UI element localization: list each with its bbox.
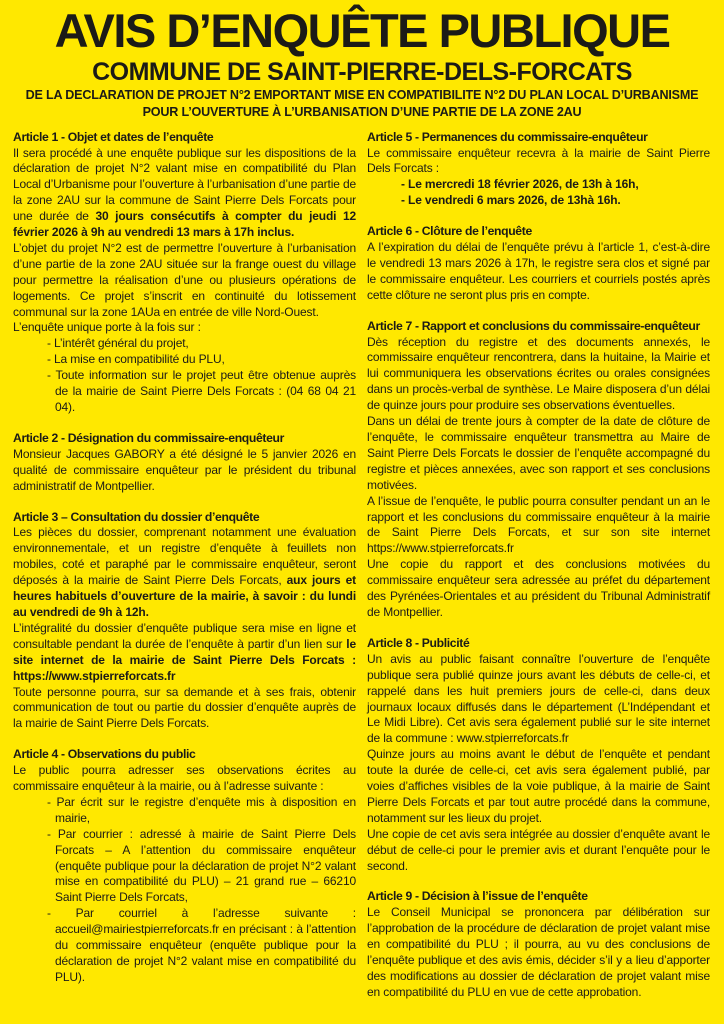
- text-run: Dans un délai de trente jours à compter de la date de clôture de l’enquête, le commissaire enquêteur transmettra au Maire de Saint Pierre Dels Forcats le dossier de l’enquête accompagné du registre et pièces annexées, avec son rapport et ses conclusions motivées.: [367, 414, 710, 492]
- bold-text-run: 30 jours consécutifs à compter du jeudi 12 février 2026 à 9h au vendredi 13 mars à 17h inclus.: [13, 209, 356, 240]
- article-paragraph: [367, 905, 710, 1000]
- article-paragraph: [13, 447, 356, 495]
- article: [13, 747, 356, 986]
- article: [13, 431, 356, 495]
- text-run: Quinze jours au moins avant le début de l’enquête et pendant toute la durée de celle-ci, cet avis sera également publié, par voies d’affiches visibles de la voie publique, à la mairie de Saint Pierre Dels Forcats et par tout autre procédé dans la commune, notamment sur les lieux du projet.: [367, 747, 710, 825]
- article-paragraph: [13, 320, 356, 336]
- text-run: L’intégralité du dossier d’enquête publique sera mise en ligne et consultable pendant la durée de l’enquête à partir d’un lien sur: [13, 620, 356, 651]
- page-title: AVIS D’ENQUÊTE PUBLIQUE: [54, 4, 670, 57]
- notice-body: [0, 121, 724, 1016]
- article: [367, 130, 710, 210]
- right-column: [367, 130, 710, 1016]
- text-run: Il sera procédé à une enquête publique sur les dispositions de la déclaration de projet N°2 valant mise en compatibilité du Plan Local d’Urbanisme pour l’ouverture à l’urbanisation d’une partie de la zone 2AU sur la commune de Saint Pierre Dels Forcats pour une durée de: [13, 145, 356, 224]
- article-paragraph: [13, 241, 356, 321]
- header-project-line: DE LA DECLARATION DE PROJET N°2 EMPORTANT MISE EN COMPATIBILITE N°2 DU PLAN LOCAL D’URBANISME: [25, 88, 699, 103]
- text-run: L’objet du projet N°2 est de permettre l’ouverture à l’urbanisation d’une partie de la zone 2AU située sur la frange ouest du village pour permettre la réalisation d’une ou plusieurs opérations de logements. Ce projet s’inscrit en continuité du lotissement communal sur la zone 1AUa en entrée de ville Nord-Ouest.: [13, 240, 356, 319]
- text-run: Le public pourra adresser ses observations écrites au commissaire enquêteur à la mairie, ou à l’adresse suivante :: [13, 763, 356, 794]
- article-heading: Article 3 – Consultation du dossier d’enquête: [13, 509, 260, 524]
- article-heading: Article 6 - Clôture de l’enquête: [367, 224, 532, 239]
- article: [367, 636, 710, 875]
- text-run: L’enquête unique porte à la fois sur :: [13, 320, 201, 335]
- left-column: [13, 130, 356, 1016]
- article: [13, 130, 356, 416]
- text-run: Une copie du rapport et des conclusions motivées du commissaire enquêteur sera adressée au préfet du département des Pyrénées-Orientales et au président du Tribunal Administratif de Montpellier.: [367, 557, 710, 619]
- notice-header: [0, 0, 724, 121]
- bold-text-run: - Le mercredi 18 février 2026, de 13h à 16h,: [401, 177, 639, 192]
- bullet-item: [367, 193, 710, 209]
- article: [367, 889, 710, 1000]
- text-run: A l’expiration du délai de l’enquête prévu à l’article 1, c’est-à-dire le vendredi 13 mars 2026 à 17h, le registre sera clos et signé par le commissaire enquêteur. Les courriers et courriels postés après cette clôture ne seront plus pris en compte.: [367, 240, 710, 302]
- article-heading: Article 8 - Publicité: [367, 635, 470, 650]
- text-run: Toute personne pourra, sur sa demande et à ses frais, obtenir communication de tout ou partie du dossier d’enquête auprès de la mairie de Saint Pierre Dels Forcats.: [13, 684, 356, 731]
- article-paragraph: [13, 763, 356, 795]
- article-heading: Article 7 - Rapport et conclusions du commissaire-enquêteur: [367, 318, 700, 333]
- bold-text-run: aux jours et heures habituels d’ouverture de la mairie, à savoir : du lundi au vendredi de 9h à 12h.: [13, 573, 356, 619]
- text-run: Les pièces du dossier, comprenant notamment une évaluation environnementale, et un registre d’enquête à feuillets non mobiles, coté et paraphé par le commissaire enquêteur, seront déposés à la mairie de Saint Pierre Dels Forcats,: [13, 525, 356, 588]
- article-paragraph: [367, 335, 710, 415]
- text-run: A l’issue de l’enquête, le public pourra consulter pendant un an le rapport et les conclusions du commissaire enquêteur à la mairie de Saint Pierre Dels Forcats, et sur son site internet https://www.stpierreforcats.fr: [367, 493, 710, 556]
- article: [13, 510, 356, 733]
- article-heading: Article 2 - Désignation du commissaire-enquêteur: [13, 430, 285, 445]
- bullet-item: [13, 906, 356, 986]
- article-paragraph: [13, 146, 356, 241]
- text-run: Un avis au public faisant connaître l’ouverture de l’enquête publique sera publié quinze jours avant les débuts de celle-ci, et rappelé dans les huit premiers jours de celle-ci, dans deux journaux locaux diffusés dans le département (L’Indépendant et Le Midi Libre). Cet avis sera également publié sur le site internet de la commune : www.stpierreforcats.fr: [367, 651, 710, 746]
- article-paragraph: [367, 414, 710, 494]
- article-paragraph: [367, 146, 710, 178]
- article-paragraph: [13, 685, 356, 733]
- article: [367, 319, 710, 621]
- article-paragraph: [367, 240, 710, 304]
- article-heading: Article 9 - Décision à l’issue de l’enquête: [367, 889, 588, 904]
- article-paragraph: [13, 525, 356, 620]
- text-run: Le Conseil Municipal se prononcera par délibération sur l’approbation de la procédure de déclaration de projet valant mise en compatibilité du PLU ; il pourra, au vu des conclusions de l’enquête publique et des avis émis, décider s’il y a lieu d’apporter des modifications au dossier de déclaration de projet valant mise en compatibilité du PLU en vue de cette approbation.: [367, 905, 710, 999]
- article-paragraph: [367, 652, 710, 747]
- bold-text-run: le site internet de la mairie de Saint Pierre Dels Forcats : https://www.stpierreforcats.fr: [13, 636, 356, 683]
- article-heading: Article 4 - Observations du public: [13, 747, 196, 762]
- commune-subtitle: COMMUNE DE SAINT-PIERRE-DELS-FORCATS: [92, 57, 632, 86]
- text-run: Une copie de cet avis sera intégrée au dossier d’enquête avant le début de celle-ci pour le premier avis et durant l’enquête pour le second.: [367, 826, 710, 873]
- bullet-item: [13, 352, 356, 368]
- text-run: Monsieur Jacques GABORY a été désigné le 5 janvier 2026 en qualité de commissaire enquêteur par le président du tribunal administratif de Montpellier.: [13, 446, 356, 493]
- article-paragraph: [367, 827, 710, 875]
- article: [367, 224, 710, 304]
- article-paragraph: [13, 621, 356, 685]
- bullet-item: [13, 336, 356, 352]
- text-run: - Par écrit sur le registre d’enquête mis à disposition en mairie,: [47, 794, 356, 825]
- article-paragraph: [367, 494, 710, 558]
- text-run: - La mise en compatibilité du PLU,: [47, 352, 225, 367]
- text-run: Le commissaire enquêteur recevra à la mairie de Saint Pierre Dels Forcats :: [367, 145, 710, 176]
- bold-text-run: - Le vendredi 6 mars 2026, de 13hà 16h.: [401, 193, 621, 208]
- bullet-item: [367, 177, 710, 193]
- text-run: - Par courriel à l’adresse suivante : accueil@mairiestpierreforcats.fr en précisant : à l’attention du commissaire enquêteur (enquête publique pour la déclaration de projet N°2 valant mise en compatibilité du PLU).: [47, 906, 356, 984]
- text-run: Dès réception du registre et des documents annexés, le commissaire enquêteur rencontrera, dans la huitaine, la Mairie et lui communiquera les observations écrites ou orales consignées dans un procès-verbal de synthèse. Le Maire disposera d’un délai de quinze jours pour produire ses observations éventuelles.: [367, 334, 710, 413]
- bullet-item: [13, 368, 356, 416]
- bullet-item: [13, 827, 356, 907]
- article-heading: Article 1 - Objet et dates de l’enquête: [13, 129, 214, 144]
- text-run: - L’intérêt général du projet,: [47, 336, 189, 351]
- bullet-item: [13, 795, 356, 827]
- article-paragraph: [367, 557, 710, 621]
- text-run: - Toute information sur le projet peut être obtenue auprès de la mairie de Saint Pierre Dels Forcats : (04 68 04 21 04).: [47, 368, 356, 414]
- article-heading: Article 5 - Permanences du commissaire-enquêteur: [367, 129, 648, 144]
- article-paragraph: [367, 747, 710, 827]
- header-zone-line: POUR L’OUVERTURE À L’URBANISATION D’UNE PARTIE DE LA ZONE 2AU: [142, 105, 582, 120]
- text-run: - Par courrier : adressé à mairie de Saint Pierre Dels Forcats – A l’attention du commissaire enquêteur (enquête publique pour la déclaration de projet N°2 valant mise en compatibilité du PLU) – 21 grand rue – 66210 Saint Pierre Dels Forcats,: [47, 826, 356, 905]
